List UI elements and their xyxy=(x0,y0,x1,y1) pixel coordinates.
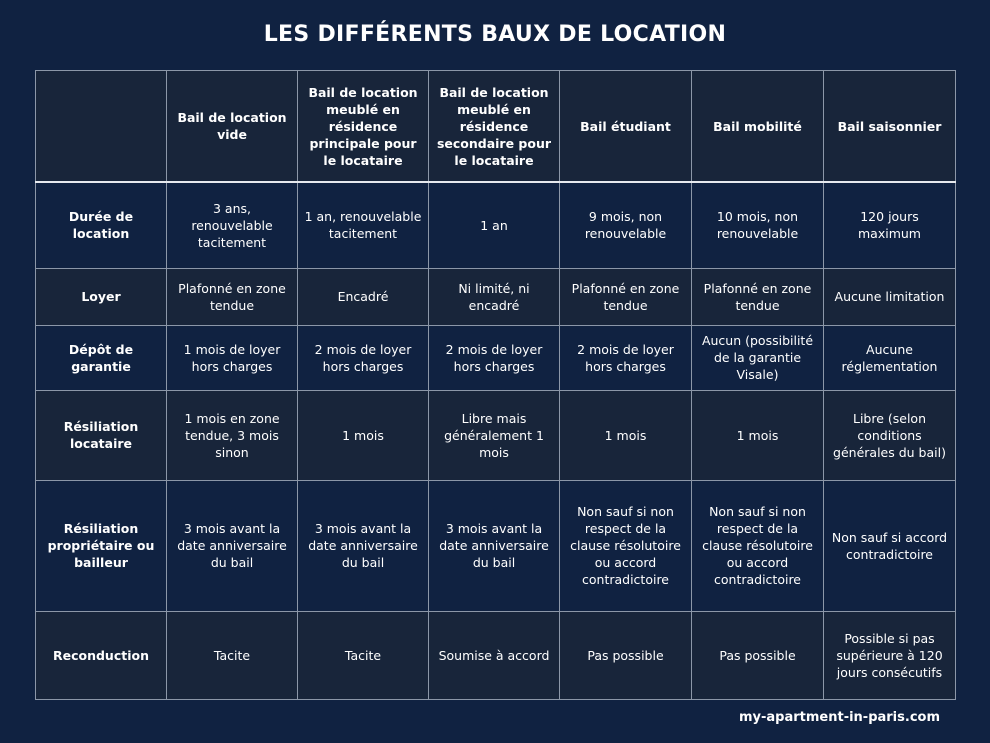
table-cell: 1 an xyxy=(429,182,560,268)
table-cell: 1 mois xyxy=(692,390,824,480)
row-label: Durée de location xyxy=(36,182,167,268)
table-cell: Tacite xyxy=(298,611,429,699)
table-cell: Plafonné en zone tendue xyxy=(560,268,692,325)
header-cell: Bail saisonnier xyxy=(824,71,956,183)
table-row xyxy=(36,182,956,268)
table-cell: 3 ans, renouvelable tacitement xyxy=(167,182,298,268)
table-cell: 10 mois, non renouvelable xyxy=(692,182,824,268)
table-cell: Non sauf si non respect de la clause résolutoire ou accord contradictoire xyxy=(692,480,824,611)
table-cell: Soumise à accord xyxy=(429,611,560,699)
header-cell: Bail étudiant xyxy=(560,71,692,183)
table-cell: Tacite xyxy=(167,611,298,699)
row-label: Loyer xyxy=(36,268,167,325)
row-label: Résiliation propriétaire ou bailleur xyxy=(36,480,167,611)
table-cell: Plafonné en zone tendue xyxy=(167,268,298,325)
table-cell: Aucun (possibilité de la garantie Visale) xyxy=(692,325,824,390)
page-title: LES DIFFÉRENTS BAUX DE LOCATION xyxy=(263,22,727,47)
header-cell: Bail de location meublé en résidence principale pour le locataire xyxy=(298,71,429,183)
table-cell: 2 mois de loyer hors charges xyxy=(298,325,429,390)
table-row xyxy=(36,480,956,611)
header-cell: Bail de location meublé en résidence secondaire pour le locataire xyxy=(429,71,560,183)
table-cell: Libre mais généralement 1 mois xyxy=(429,390,560,480)
table-cell: 3 mois avant la date anniversaire du bail xyxy=(167,480,298,611)
lease-comparison-table xyxy=(35,70,956,700)
table-cell: Non sauf si non respect de la clause résolutoire ou accord contradictoire xyxy=(560,480,692,611)
table-cell: Non sauf si accord contradictoire xyxy=(824,480,956,611)
table-cell: 120 jours maximum xyxy=(824,182,956,268)
table-header-row xyxy=(36,71,956,183)
table-row xyxy=(36,268,956,325)
table-cell: Ni limité, ni encadré xyxy=(429,268,560,325)
table-cell: 1 mois de loyer hors charges xyxy=(167,325,298,390)
table-cell: 3 mois avant la date anniversaire du bail xyxy=(429,480,560,611)
table-cell: 3 mois avant la date anniversaire du bail xyxy=(298,480,429,611)
table-cell: 9 mois, non renouvelable xyxy=(560,182,692,268)
header-cell-empty xyxy=(36,71,167,183)
table-cell: 2 mois de loyer hors charges xyxy=(429,325,560,390)
table-cell: Plafonné en zone tendue xyxy=(692,268,824,325)
table-cell: Possible si pas supérieure à 120 jours consécutifs xyxy=(824,611,956,699)
table-cell: 2 mois de loyer hors charges xyxy=(560,325,692,390)
table-cell: Aucune réglementation xyxy=(824,325,956,390)
site-credit: my-apartment-in-paris.com xyxy=(738,710,940,725)
table-row xyxy=(36,325,956,390)
table-cell: Pas possible xyxy=(560,611,692,699)
table-cell: Encadré xyxy=(298,268,429,325)
table-cell: Libre (selon conditions générales du bail) xyxy=(824,390,956,480)
table-row xyxy=(36,611,956,699)
table-cell: 1 mois xyxy=(560,390,692,480)
table-row xyxy=(36,390,956,480)
table-cell: 1 mois en zone tendue, 3 mois sinon xyxy=(167,390,298,480)
table-cell: Aucune limitation xyxy=(824,268,956,325)
header-cell: Bail mobilité xyxy=(692,71,824,183)
table-cell: 1 mois xyxy=(298,390,429,480)
table-cell: Pas possible xyxy=(692,611,824,699)
row-label: Dépôt de garantie xyxy=(36,325,167,390)
table-cell: 1 an, renouvelable tacitement xyxy=(298,182,429,268)
row-label: Reconduction xyxy=(36,611,167,699)
row-label: Résiliation locataire xyxy=(36,390,167,480)
header-cell: Bail de location vide xyxy=(167,71,298,183)
